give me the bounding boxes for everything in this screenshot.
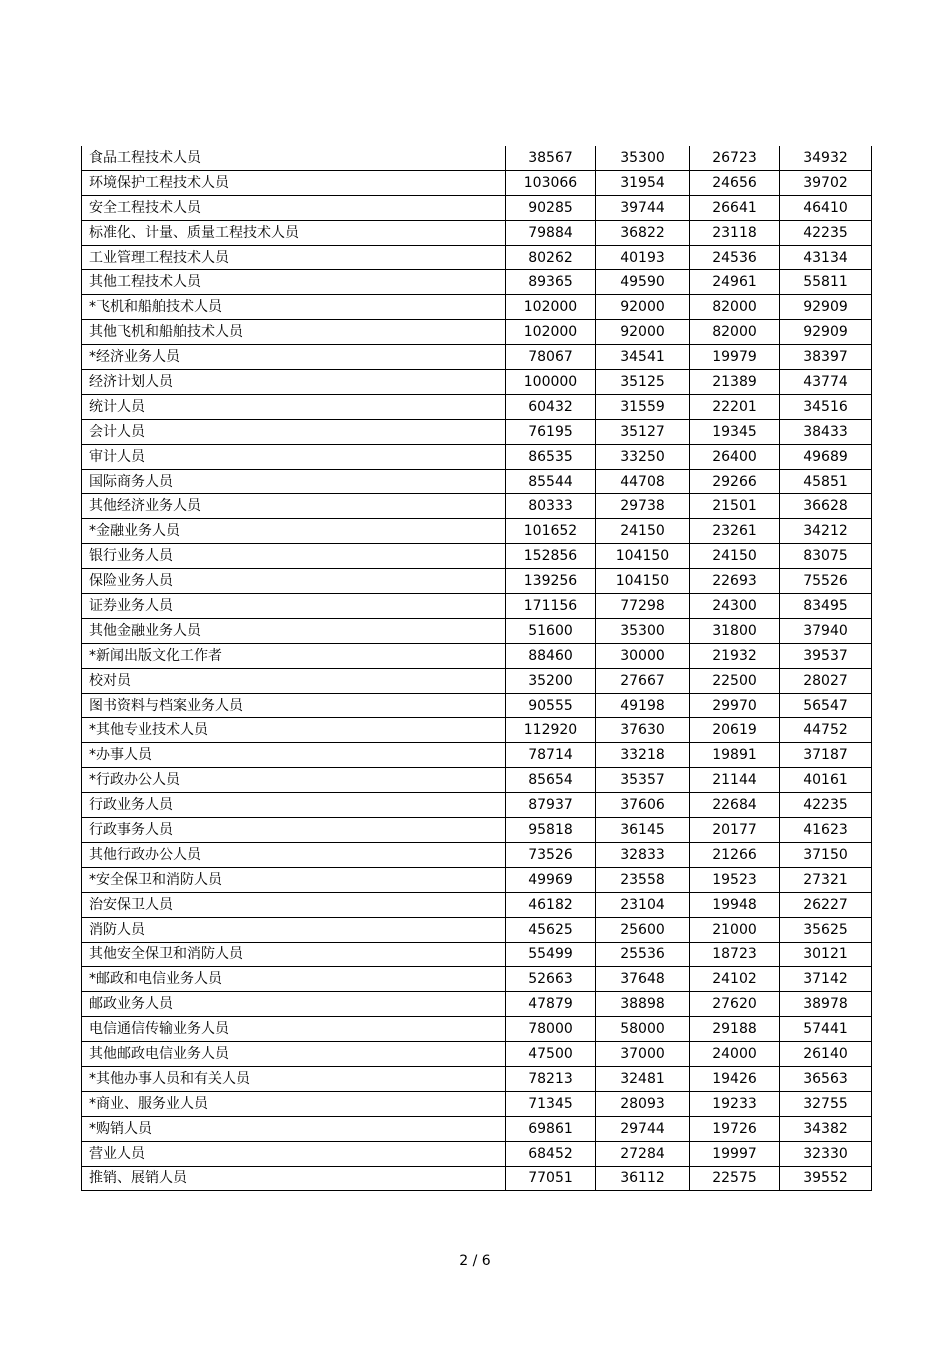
salary-value-cell: 39552	[780, 1166, 872, 1191]
salary-value-cell: 75526	[780, 569, 872, 594]
salary-value-cell: 33250	[596, 444, 690, 469]
table-row	[82, 643, 872, 668]
occupation-name-cell: 消防人员	[82, 917, 506, 942]
occupation-name-cell: 其他经济业务人员	[82, 494, 506, 519]
table-row	[82, 768, 872, 793]
table-row	[82, 146, 872, 170]
salary-value-cell: 36822	[596, 220, 690, 245]
salary-value-cell: 27321	[780, 867, 872, 892]
table-row	[82, 419, 872, 444]
salary-value-cell: 19891	[690, 743, 780, 768]
salary-value-cell: 45625	[506, 917, 596, 942]
table-row	[82, 295, 872, 320]
salary-value-cell: 89365	[506, 270, 596, 295]
salary-value-cell: 23261	[690, 519, 780, 544]
salary-value-cell: 24536	[690, 245, 780, 270]
salary-value-cell: 27284	[596, 1141, 690, 1166]
salary-value-cell: 31954	[596, 170, 690, 195]
salary-value-cell: 78000	[506, 1017, 596, 1042]
table-row	[82, 818, 872, 843]
table-row	[82, 967, 872, 992]
salary-value-cell: 92909	[780, 295, 872, 320]
salary-value-cell: 78714	[506, 743, 596, 768]
salary-value-cell: 26400	[690, 444, 780, 469]
salary-value-cell: 95818	[506, 818, 596, 843]
salary-value-cell: 38898	[596, 992, 690, 1017]
salary-value-cell: 21144	[690, 768, 780, 793]
salary-value-cell: 39537	[780, 643, 872, 668]
salary-value-cell: 22500	[690, 668, 780, 693]
salary-value-cell: 21000	[690, 917, 780, 942]
salary-value-cell: 43774	[780, 370, 872, 395]
occupation-name-cell: 行政事务人员	[82, 818, 506, 843]
table-row	[82, 1116, 872, 1141]
occupation-name-cell: 其他金融业务人员	[82, 618, 506, 643]
salary-value-cell: 68452	[506, 1141, 596, 1166]
salary-value-cell: 49689	[780, 444, 872, 469]
occupation-name-cell: *行政办公人员	[82, 768, 506, 793]
salary-value-cell: 19426	[690, 1066, 780, 1091]
salary-value-cell: 73526	[506, 842, 596, 867]
salary-value-cell: 22693	[690, 569, 780, 594]
table-row	[82, 370, 872, 395]
salary-value-cell: 21932	[690, 643, 780, 668]
salary-value-cell: 71345	[506, 1091, 596, 1116]
salary-value-cell: 139256	[506, 569, 596, 594]
salary-value-cell: 46410	[780, 195, 872, 220]
salary-value-cell: 27667	[596, 668, 690, 693]
occupation-name-cell: 工业管理工程技术人员	[82, 245, 506, 270]
salary-value-cell: 19948	[690, 892, 780, 917]
salary-table	[81, 146, 872, 1191]
salary-value-cell: 23104	[596, 892, 690, 917]
salary-value-cell: 35300	[596, 618, 690, 643]
salary-value-cell: 18723	[690, 942, 780, 967]
salary-value-cell: 21389	[690, 370, 780, 395]
occupation-name-cell: 经济计划人员	[82, 370, 506, 395]
salary-value-cell: 44752	[780, 718, 872, 743]
salary-value-cell: 29188	[690, 1017, 780, 1042]
occupation-name-cell: *商业、服务业人员	[82, 1091, 506, 1116]
table-row	[82, 594, 872, 619]
occupation-name-cell: *经济业务人员	[82, 345, 506, 370]
salary-value-cell: 34516	[780, 394, 872, 419]
salary-value-cell: 25600	[596, 917, 690, 942]
salary-value-cell: 19233	[690, 1091, 780, 1116]
occupation-name-cell: 推销、展销人员	[82, 1166, 506, 1191]
salary-value-cell: 19726	[690, 1116, 780, 1141]
salary-value-cell: 83075	[780, 544, 872, 569]
salary-value-cell: 24150	[596, 519, 690, 544]
salary-value-cell: 37940	[780, 618, 872, 643]
occupation-name-cell: 其他行政办公人员	[82, 842, 506, 867]
salary-value-cell: 79884	[506, 220, 596, 245]
salary-value-cell: 19979	[690, 345, 780, 370]
table-row	[82, 345, 872, 370]
occupation-name-cell: *飞机和船舶技术人员	[82, 295, 506, 320]
salary-value-cell: 88460	[506, 643, 596, 668]
occupation-name-cell: 会计人员	[82, 419, 506, 444]
salary-value-cell: 28093	[596, 1091, 690, 1116]
salary-value-cell: 45851	[780, 469, 872, 494]
salary-value-cell: 152856	[506, 544, 596, 569]
table-row	[82, 942, 872, 967]
salary-value-cell: 32330	[780, 1141, 872, 1166]
salary-value-cell: 90555	[506, 693, 596, 718]
salary-value-cell: 56547	[780, 693, 872, 718]
salary-value-cell: 77298	[596, 594, 690, 619]
salary-value-cell: 92909	[780, 320, 872, 345]
salary-value-cell: 27620	[690, 992, 780, 1017]
salary-value-cell: 52663	[506, 967, 596, 992]
salary-value-cell: 24150	[690, 544, 780, 569]
salary-value-cell: 35125	[596, 370, 690, 395]
occupation-name-cell: 环境保护工程技术人员	[82, 170, 506, 195]
salary-value-cell: 78067	[506, 345, 596, 370]
salary-value-cell: 41623	[780, 818, 872, 843]
salary-value-cell: 55499	[506, 942, 596, 967]
salary-value-cell: 37630	[596, 718, 690, 743]
salary-value-cell: 46182	[506, 892, 596, 917]
table-row	[82, 992, 872, 1017]
salary-value-cell: 19523	[690, 867, 780, 892]
salary-value-cell: 36145	[596, 818, 690, 843]
salary-value-cell: 31559	[596, 394, 690, 419]
salary-value-cell: 24961	[690, 270, 780, 295]
table-row	[82, 195, 872, 220]
table-row	[82, 1017, 872, 1042]
table-row	[82, 917, 872, 942]
salary-value-cell: 57441	[780, 1017, 872, 1042]
salary-value-cell: 102000	[506, 295, 596, 320]
salary-value-cell: 37142	[780, 967, 872, 992]
salary-value-cell: 35300	[596, 146, 690, 170]
occupation-name-cell: *其他专业技术人员	[82, 718, 506, 743]
salary-value-cell: 100000	[506, 370, 596, 395]
salary-value-cell: 26140	[780, 1042, 872, 1067]
occupation-name-cell: 其他工程技术人员	[82, 270, 506, 295]
salary-value-cell: 34212	[780, 519, 872, 544]
salary-value-cell: 85544	[506, 469, 596, 494]
salary-value-cell: 92000	[596, 295, 690, 320]
salary-value-cell: 23118	[690, 220, 780, 245]
salary-value-cell: 69861	[506, 1116, 596, 1141]
occupation-name-cell: *办事人员	[82, 743, 506, 768]
salary-value-cell: 26641	[690, 195, 780, 220]
salary-value-cell: 44708	[596, 469, 690, 494]
salary-value-cell: 29266	[690, 469, 780, 494]
salary-value-cell: 34541	[596, 345, 690, 370]
salary-value-cell: 37187	[780, 743, 872, 768]
salary-value-cell: 24000	[690, 1042, 780, 1067]
salary-value-cell: 22201	[690, 394, 780, 419]
table-row	[82, 569, 872, 594]
salary-value-cell: 39744	[596, 195, 690, 220]
salary-value-cell: 29970	[690, 693, 780, 718]
salary-value-cell: 36112	[596, 1166, 690, 1191]
salary-value-cell: 80262	[506, 245, 596, 270]
table-row	[82, 394, 872, 419]
salary-value-cell: 29744	[596, 1116, 690, 1141]
salary-value-cell: 37000	[596, 1042, 690, 1067]
salary-value-cell: 21501	[690, 494, 780, 519]
occupation-name-cell: 其他飞机和船舶技术人员	[82, 320, 506, 345]
occupation-name-cell: *购销人员	[82, 1116, 506, 1141]
salary-value-cell: 171156	[506, 594, 596, 619]
occupation-name-cell: 其他邮政电信业务人员	[82, 1042, 506, 1067]
table-body	[82, 146, 872, 1191]
salary-value-cell: 20619	[690, 718, 780, 743]
table-row	[82, 320, 872, 345]
salary-value-cell: 55811	[780, 270, 872, 295]
salary-value-cell: 37150	[780, 842, 872, 867]
occupation-name-cell: 邮政业务人员	[82, 992, 506, 1017]
salary-value-cell: 40161	[780, 768, 872, 793]
salary-value-cell: 38433	[780, 419, 872, 444]
salary-value-cell: 31800	[690, 618, 780, 643]
salary-value-cell: 42235	[780, 793, 872, 818]
salary-value-cell: 25536	[596, 942, 690, 967]
table-row	[82, 1141, 872, 1166]
table-row	[82, 245, 872, 270]
salary-value-cell: 24656	[690, 170, 780, 195]
table-row	[82, 444, 872, 469]
salary-value-cell: 42235	[780, 220, 872, 245]
table-row	[82, 892, 872, 917]
salary-value-cell: 33218	[596, 743, 690, 768]
table-row	[82, 170, 872, 195]
salary-value-cell: 38567	[506, 146, 596, 170]
salary-value-cell: 85654	[506, 768, 596, 793]
occupation-name-cell: *其他办事人员和有关人员	[82, 1066, 506, 1091]
occupation-name-cell: *金融业务人员	[82, 519, 506, 544]
salary-value-cell: 30121	[780, 942, 872, 967]
salary-value-cell: 21266	[690, 842, 780, 867]
occupation-name-cell: 其他安全保卫和消防人员	[82, 942, 506, 967]
occupation-name-cell: 治安保卫人员	[82, 892, 506, 917]
salary-value-cell: 34932	[780, 146, 872, 170]
salary-value-cell: 35625	[780, 917, 872, 942]
salary-value-cell: 40193	[596, 245, 690, 270]
salary-value-cell: 104150	[596, 569, 690, 594]
table-row	[82, 220, 872, 245]
table-row	[82, 668, 872, 693]
table-row	[82, 1091, 872, 1116]
salary-value-cell: 37606	[596, 793, 690, 818]
occupation-name-cell: 食品工程技术人员	[82, 146, 506, 170]
table-row	[82, 1042, 872, 1067]
salary-value-cell: 22575	[690, 1166, 780, 1191]
salary-value-cell: 26723	[690, 146, 780, 170]
occupation-name-cell: 标准化、计量、质量工程技术人员	[82, 220, 506, 245]
salary-value-cell: 35200	[506, 668, 596, 693]
salary-value-cell: 78213	[506, 1066, 596, 1091]
table-row	[82, 469, 872, 494]
salary-value-cell: 92000	[596, 320, 690, 345]
salary-value-cell: 43134	[780, 245, 872, 270]
salary-value-cell: 51600	[506, 618, 596, 643]
occupation-name-cell: 保险业务人员	[82, 569, 506, 594]
salary-value-cell: 103066	[506, 170, 596, 195]
table-row	[82, 270, 872, 295]
salary-value-cell: 49969	[506, 867, 596, 892]
salary-value-cell: 112920	[506, 718, 596, 743]
salary-value-cell: 39702	[780, 170, 872, 195]
occupation-name-cell: 图书资料与档案业务人员	[82, 693, 506, 718]
salary-value-cell: 58000	[596, 1017, 690, 1042]
salary-value-cell: 47500	[506, 1042, 596, 1067]
page-number: 2 / 6	[459, 1253, 491, 1269]
occupation-name-cell: *新闻出版文化工作者	[82, 643, 506, 668]
table-row	[82, 519, 872, 544]
salary-value-cell: 22684	[690, 793, 780, 818]
salary-value-cell: 32755	[780, 1091, 872, 1116]
table-row	[82, 494, 872, 519]
table-row	[82, 1166, 872, 1191]
salary-value-cell: 60432	[506, 394, 596, 419]
table-row	[82, 693, 872, 718]
salary-value-cell: 49198	[596, 693, 690, 718]
table-row	[82, 842, 872, 867]
salary-value-cell: 32833	[596, 842, 690, 867]
salary-value-cell: 76195	[506, 419, 596, 444]
salary-value-cell: 32481	[596, 1066, 690, 1091]
salary-value-cell: 90285	[506, 195, 596, 220]
salary-value-cell: 35357	[596, 768, 690, 793]
occupation-name-cell: 安全工程技术人员	[82, 195, 506, 220]
salary-value-cell: 49590	[596, 270, 690, 295]
salary-value-cell: 37648	[596, 967, 690, 992]
salary-value-cell: 104150	[596, 544, 690, 569]
occupation-name-cell: 行政业务人员	[82, 793, 506, 818]
table-row	[82, 618, 872, 643]
salary-value-cell: 23558	[596, 867, 690, 892]
occupation-name-cell: 审计人员	[82, 444, 506, 469]
occupation-name-cell: 营业人员	[82, 1141, 506, 1166]
salary-value-cell: 34382	[780, 1116, 872, 1141]
salary-value-cell: 82000	[690, 295, 780, 320]
salary-value-cell: 24102	[690, 967, 780, 992]
salary-value-cell: 36563	[780, 1066, 872, 1091]
salary-value-cell: 86535	[506, 444, 596, 469]
salary-value-cell: 35127	[596, 419, 690, 444]
occupation-name-cell: 国际商务人员	[82, 469, 506, 494]
salary-value-cell: 102000	[506, 320, 596, 345]
occupation-name-cell: *安全保卫和消防人员	[82, 867, 506, 892]
table-row	[82, 743, 872, 768]
salary-value-cell: 24300	[690, 594, 780, 619]
salary-value-cell: 28027	[780, 668, 872, 693]
salary-value-cell: 19345	[690, 419, 780, 444]
salary-value-cell: 82000	[690, 320, 780, 345]
occupation-name-cell: 校对员	[82, 668, 506, 693]
salary-value-cell: 101652	[506, 519, 596, 544]
salary-value-cell: 47879	[506, 992, 596, 1017]
salary-value-cell: 29738	[596, 494, 690, 519]
salary-value-cell: 30000	[596, 643, 690, 668]
table-row	[82, 1066, 872, 1091]
salary-value-cell: 38978	[780, 992, 872, 1017]
table-row	[82, 544, 872, 569]
salary-value-cell: 87937	[506, 793, 596, 818]
salary-value-cell: 20177	[690, 818, 780, 843]
occupation-name-cell: 统计人员	[82, 394, 506, 419]
occupation-name-cell: 银行业务人员	[82, 544, 506, 569]
table-row	[82, 718, 872, 743]
salary-value-cell: 77051	[506, 1166, 596, 1191]
salary-value-cell: 83495	[780, 594, 872, 619]
occupation-name-cell: *邮政和电信业务人员	[82, 967, 506, 992]
table-row	[82, 867, 872, 892]
salary-value-cell: 26227	[780, 892, 872, 917]
occupation-name-cell: 证券业务人员	[82, 594, 506, 619]
table-row	[82, 793, 872, 818]
salary-value-cell: 80333	[506, 494, 596, 519]
salary-value-cell: 38397	[780, 345, 872, 370]
salary-value-cell: 19997	[690, 1141, 780, 1166]
salary-value-cell: 36628	[780, 494, 872, 519]
occupation-name-cell: 电信通信传输业务人员	[82, 1017, 506, 1042]
